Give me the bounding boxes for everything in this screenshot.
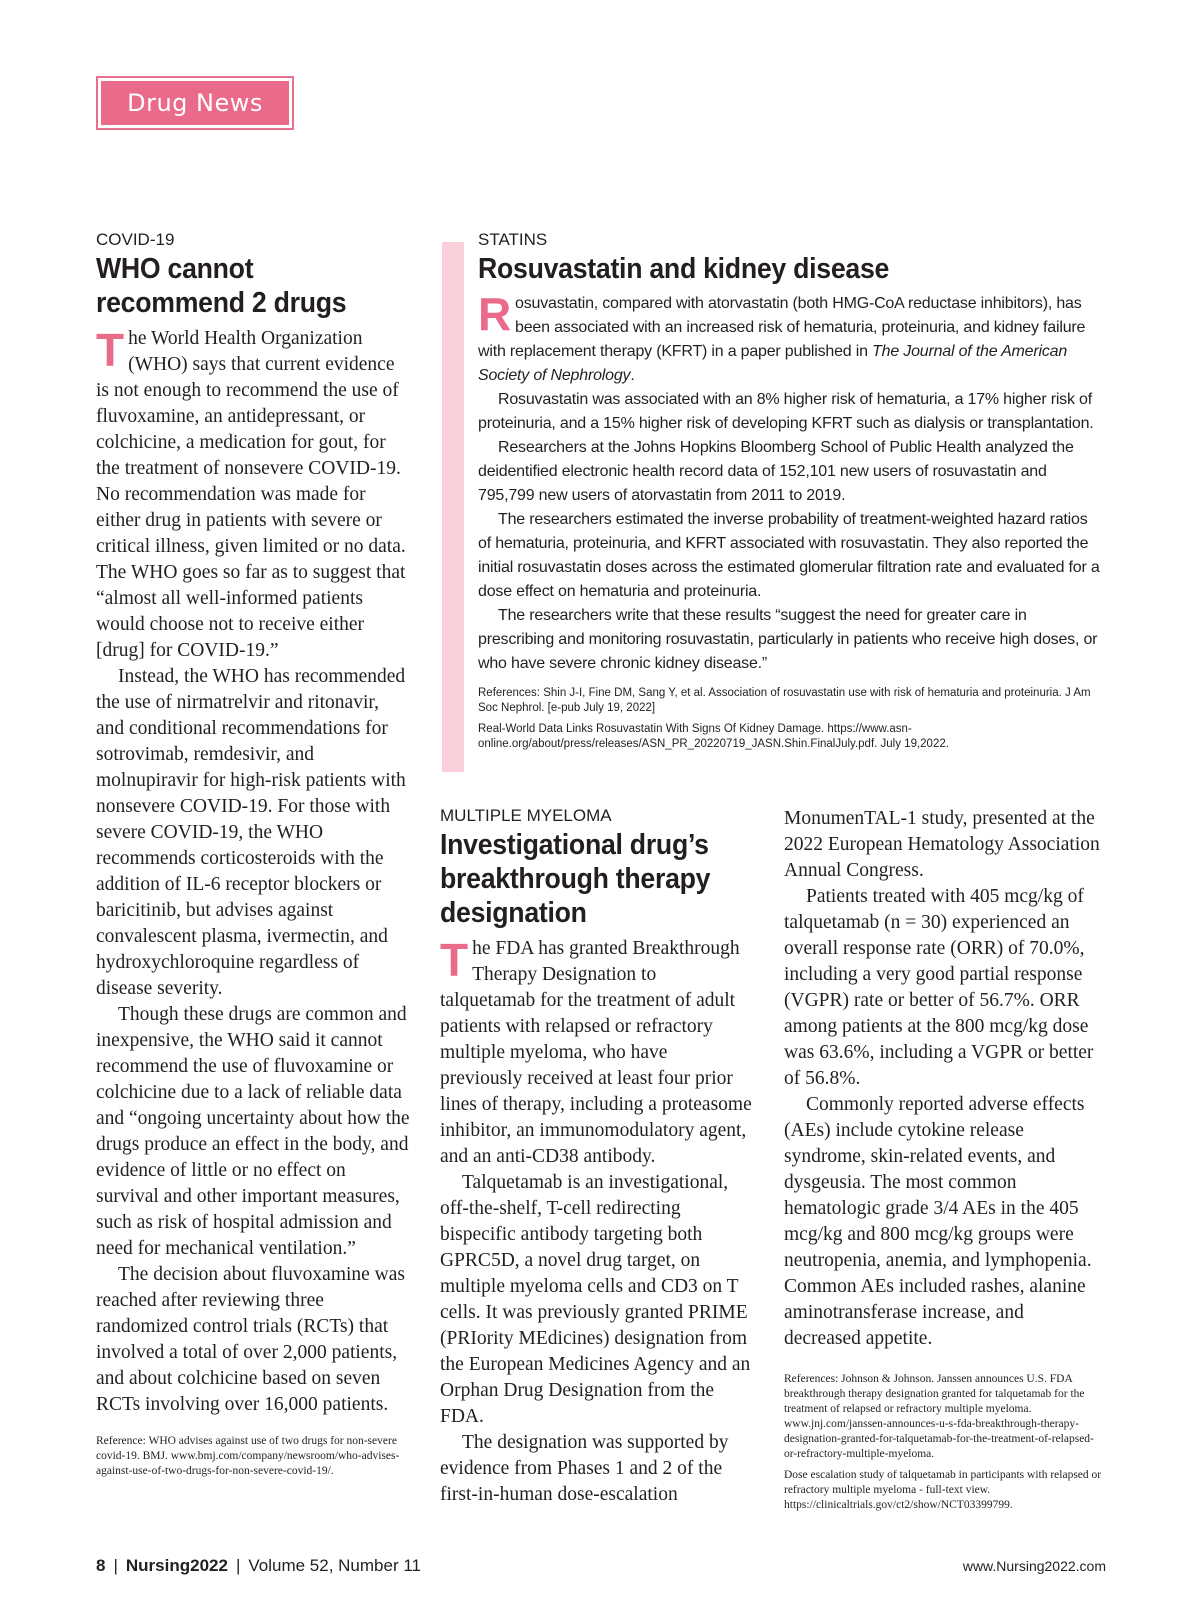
statins-title: Rosuvastatin and kidney disease: [478, 253, 890, 285]
myeloma-paragraph-5: Commonly reported adverse effects (AEs) include cytokine release syndrome, skin-related events, and dysgeusia. The most common hematologic grade 3/4 AEs in the 405 mcg/kg and 800 mcg/kg groups were neutropenia, anemia, and lymphopenia. Common AEs included rashes, alanine aminotransferase increase, and decreased appetite.: [784, 1094, 1092, 1349]
myeloma-p1-text: he FDA has granted Breakthrough Therapy Designation to talquetamab for the treatment of adult patients with relapsed or refractory multiple myeloma, who have previously received at least four prior lines of therapy, including a proteasome inhibitor, an immunomodulatory agent, and an anti-CD38 antibody.: [440, 938, 752, 1167]
article-statins: [478, 230, 1104, 758]
statins-accent-bar: [442, 242, 464, 772]
article-myeloma: [440, 806, 754, 1508]
myeloma-paragraph-3b: MonumenTAL-1 study, presented at the 2022 European Hematology Association Annual Congress.: [784, 808, 1100, 881]
statins-drop-cap: R: [478, 288, 512, 340]
covid-paragraph-4: The decision about fluvoxamine was reached after reviewing three randomized control trials (RCTs) that involved a total of over 2,000 patients, and about colchicine based on seven RCTs involving over 16,000 patients.: [96, 1264, 406, 1415]
covid-paragraph-3: Though these drugs are common and inexpensive, the WHO said it cannot recommend the use of fluvoxamine or colchicine due to a lack of reliable data and “ongoing uncertainty about how the drugs produce an effect in the body, and evidence of little or no effect on survival and other important measures, such as risk of hospital admission and need for mechanical ventilation.”: [96, 1004, 410, 1259]
covid-drop-cap: T: [96, 324, 125, 376]
footer-separator: |: [235, 1556, 241, 1575]
volume-info: Volume 52, Number 11: [248, 1556, 421, 1575]
covid-kicker: COVID-19: [96, 230, 175, 249]
statins-references: [478, 686, 1104, 752]
myeloma-paragraph-2: Talquetamab is an investigational, off-the-shelf, T-cell redirecting bispecific antibody targeting both GPRC5D, a novel drug target, on multiple myeloma cells and CD3 on T cells. It was previously granted PRIME (PRIority MEdicines) designation from the European Medicines Agency and an Orphan Drug Designation from the FDA.: [440, 1172, 751, 1427]
statins-paragraph-5: The researchers write that these results “suggest the need for greater care in prescribing and monitoring rosuvastatin, particularly in patients who receive high doses, or who have severe chronic kidney disease.”: [478, 607, 1098, 672]
statins-journal-name: The Journal of the American Society of Nephrology: [478, 343, 1068, 384]
footer-separator: |: [113, 1556, 118, 1575]
myeloma-kicker: MULTIPLE MYELOMA: [440, 806, 612, 825]
myeloma-paragraph-3a: The designation was supported by evidence from Phases 1 and 2 of the first-in-human dose-escalation: [440, 1432, 729, 1505]
covid-paragraph-1: [96, 326, 410, 664]
statins-p1-text: osuvastatin, compared with atorvastatin (both HMG-CoA reductase inhibitors), has been associated with an increased risk of hematuria, proteinuria, and kidney failure with replacement therapy (KFRT) in a paper published in: [478, 295, 1086, 360]
myeloma-drop-cap: T: [440, 934, 469, 986]
statins-reference-1: References: Shin J-I, Fine DM, Sang Y, et al. Association of rosuvastatin use with risk of hematuria and proteinuria. J Am Soc Nephrol. [e-pub July 19, 2022]: [478, 687, 1091, 714]
myeloma-references: [784, 1372, 1102, 1513]
page-number: 8: [96, 1556, 106, 1575]
statins-paragraph-1: [478, 288, 1104, 388]
section-badge-label: Drug News: [101, 81, 289, 125]
section-badge: [96, 76, 294, 130]
myeloma-paragraph-4: Patients treated with 405 mcg/kg of talquetamab (n = 30) experienced an overall response rate (ORR) of 70.0%, including a very good partial response (VGPR) rate or better of 56.7%. ORR among patients at the 800 mcg/kg dose was 63.6%, including a VGPR or better of 56.8%.: [784, 886, 1094, 1089]
statins-paragraph-2: Rosuvastatin was associated with an 8% higher risk of hematuria, a 17% higher risk of proteinuria, and a 15% higher risk of developing KFRT such as dialysis or transplantation.: [478, 391, 1094, 432]
article-covid: [96, 230, 410, 1485]
statins-paragraph-3: Researchers at the Johns Hopkins Bloomberg School of Public Health analyzed the deidentified electronic health record data of 152,101 new users of rosuvastatin and 795,799 new users of atorvastatin from 2011 to 2019.: [478, 439, 1074, 504]
page-footer: [96, 1556, 1106, 1582]
statins-p1-end: .: [630, 367, 635, 384]
statins-body: [478, 288, 1104, 676]
statins-reference-2: Real-World Data Links Rosuvastatin With Signs Of Kidney Damage. https://www.asn-online.org/about/press/releases/ASN_PR_20220719_JASN.Shin.FinalJuly.pdf. July 19,2022.: [478, 723, 949, 750]
covid-body: [96, 326, 410, 1418]
myeloma-body-col1: [440, 936, 754, 1508]
myeloma-body-col2: [784, 806, 1102, 1352]
statins-kicker: STATINS: [478, 230, 548, 249]
journal-name: Nursing2022: [125, 1556, 228, 1575]
statins-paragraph-4: The researchers estimated the inverse probability of treatment-weighted hazard ratios of hematuria, proteinuria, and KFRT associated with rosuvastatin. They also reported the initial rosuvastatin doses across the estimated glomerular filtration rate and evaluated for a dose effect on hematuria and proteinuria.: [478, 511, 1100, 600]
covid-reference: [96, 1434, 410, 1479]
footer-left: [96, 1556, 421, 1576]
footer-website[interactable]: www.Nursing2022.com: [962, 1558, 1106, 1574]
article-myeloma-continued: [784, 806, 1102, 1519]
covid-paragraph-2: Instead, the WHO has recommended the use of nirmatrelvir and ritonavir, and conditional recommendations for sotrovimab, remdesivir, and molnupiravir for high-risk patients with nonsevere COVID-19. For those with severe COVID-19, the WHO recommends corticosteroids with the addition of IL-6 receptor blockers or baricitinib, but advises against convalescent plasma, ivermectin, and hydroxychloroquine regardless of disease severity.: [96, 666, 406, 999]
myeloma-title: Investigational drug’s breakthrough therapy designation: [440, 829, 711, 929]
covid-title: WHO cannot recommend 2 drugs: [96, 253, 347, 319]
myeloma-reference-2: Dose escalation study of talquetamab in participants with relapsed or refractory multiple myeloma - full-text view. https://clinicaltrials.gov/ct2/show/NCT03399799.: [784, 1469, 1102, 1511]
covid-p1-text: he World Health Organization (WHO) says that current evidence is not enough to recommend the use of fluvoxamine, an antidepressant, or colchicine, a medication for gout, for the treatment of nonsevere COVID-19. No recommendation was made for either drug in patients with severe or critical illness, given limited or no data. The WHO goes so far as to suggest that “almost all well-informed patients would choose not to receive either [drug] for COVID-19.”: [96, 328, 406, 661]
covid-reference-text: Reference: WHO advises against use of two drugs for non-severe covid-19. BMJ. www.bmj.com/company/newsroom/who-advises-against-use-of-two-drugs-for-non-severe-covid-19/.: [96, 1435, 400, 1477]
myeloma-paragraph-1: [440, 936, 754, 1170]
myeloma-reference-1: References: Johnson & Johnson. Janssen announces U.S. FDA breakthrough therapy designation granted for talquetamab for the treatment of relapsed or refractory multiple myeloma. www.jnj.com/janssen-announces-u-s-fda-breakthrough-therapy-designation-granted-for-talquetamab-for-the-treatment-of-relapsed-or-refractory-multiple-myeloma.: [784, 1373, 1094, 1460]
